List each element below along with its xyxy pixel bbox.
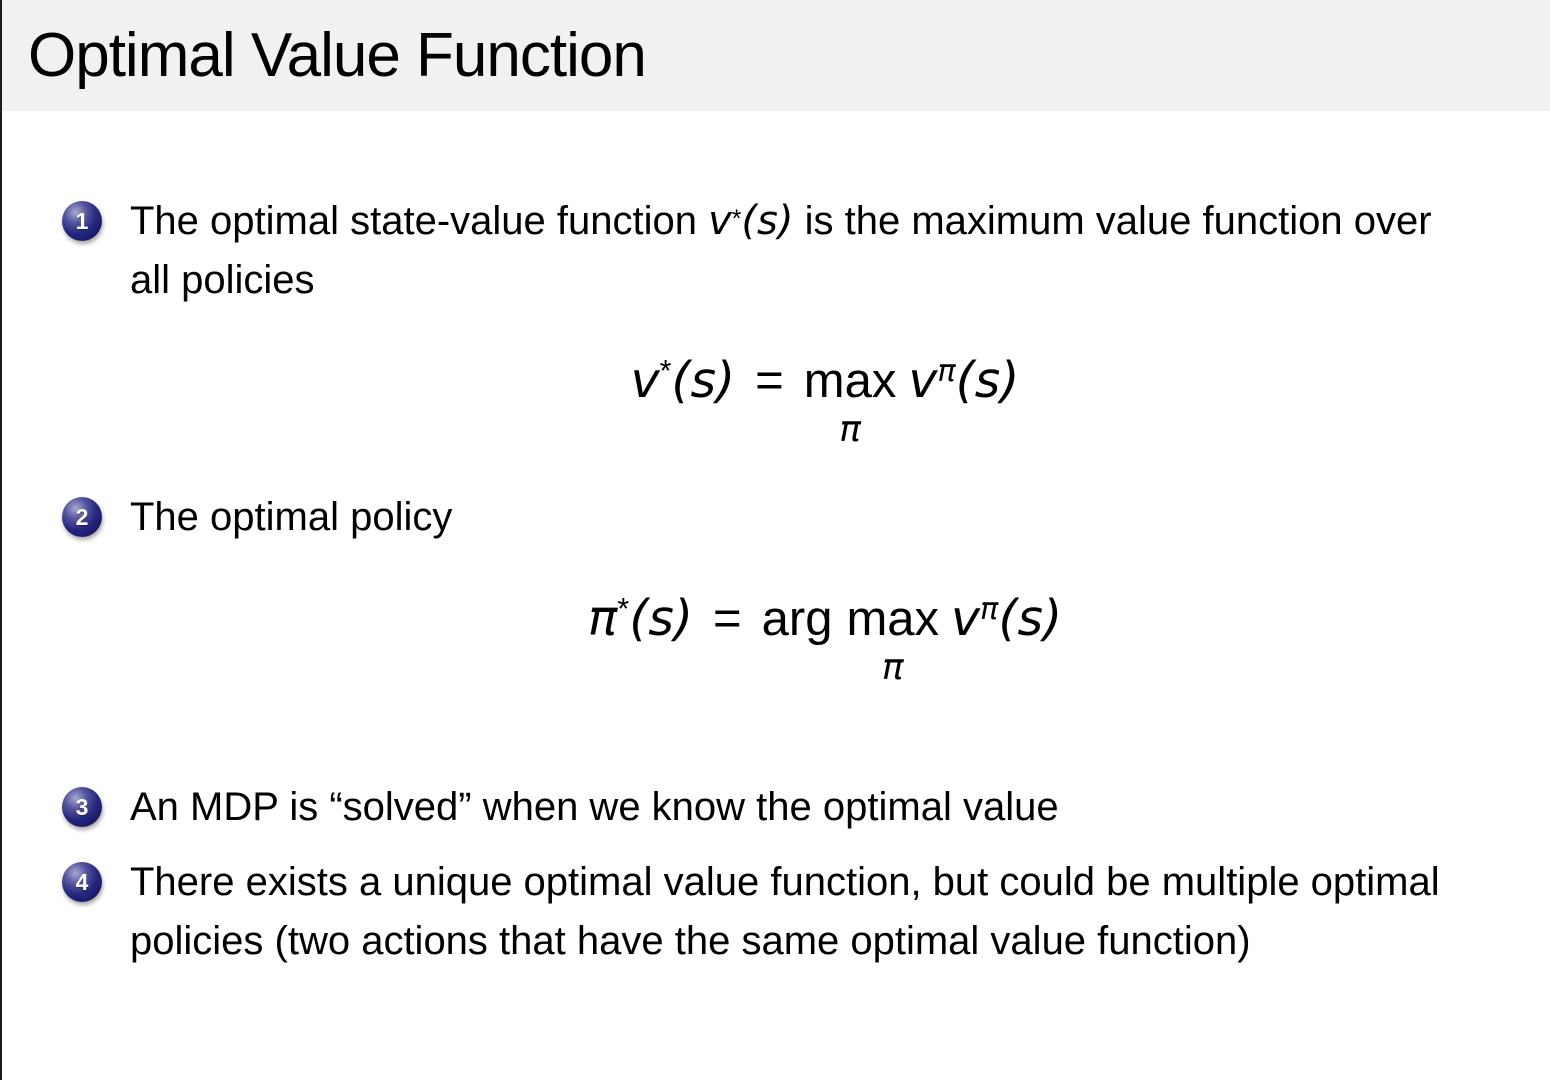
bullet-ball-4-icon: [62, 862, 102, 902]
text-segment: is the maximum value function over all policies: [130, 199, 1432, 302]
formula-optimal-value-function: [130, 352, 1520, 450]
math-var: v: [630, 352, 660, 409]
math-superscript: *: [617, 592, 630, 626]
operator-label: max: [803, 354, 897, 408]
bullet-text-2: The optimal policy: [130, 495, 453, 539]
slide-header: [0, 0, 1550, 111]
bullet-item-1: [62, 192, 1440, 310]
bullet-ball-1-icon: [62, 201, 102, 241]
operator-subscript: π: [881, 647, 904, 688]
operator-label: max: [846, 592, 940, 646]
math-arg: (s): [671, 352, 736, 409]
math-arg: (s): [998, 590, 1063, 647]
math-superscript: *: [731, 206, 742, 233]
math-var: π: [587, 590, 618, 647]
math-arg: (s): [629, 590, 693, 647]
math-var: v: [951, 590, 981, 647]
formula-optimal-policy: [130, 590, 1520, 688]
text-segment: The optimal state-value function: [130, 199, 709, 243]
bullet-number-1: 1: [75, 207, 89, 234]
math-arg: (s): [955, 352, 1020, 409]
bullet-text-4: There exists a unique optimal value function, but could be multiple optimal policies (two actions that have the same optimal value function): [130, 860, 1440, 963]
bullet-number-4: 4: [75, 868, 89, 895]
bullet-item-3: [62, 778, 1059, 837]
equals-sign: =: [713, 592, 742, 646]
math-superscript: π: [937, 354, 956, 389]
bullet-number-3: 3: [75, 793, 89, 820]
bullet-item-2: [62, 488, 452, 547]
bullet-ball-3-icon: [62, 787, 102, 827]
math-var: v: [908, 352, 938, 409]
math-superscript: π: [980, 592, 999, 627]
bullet-number-2: 2: [75, 503, 89, 530]
equals-sign: =: [755, 354, 784, 408]
bullet-text-1: [130, 192, 1440, 310]
bullet-ball-2-icon: [62, 497, 102, 537]
bullet-item-4: [62, 853, 1525, 971]
arg-operator: arg: [761, 592, 833, 646]
operator-subscript: π: [839, 409, 861, 450]
max-operator: [803, 354, 897, 450]
math-var: v: [708, 198, 732, 244]
bullet-text-3: An MDP is “solved” when we know the optimal value: [130, 785, 1059, 829]
left-border-line: [0, 0, 2, 1080]
math-arg: (s): [741, 198, 794, 244]
max-operator: [846, 592, 940, 688]
slide-body: [0, 111, 1550, 1080]
slide-title: Optimal Value Function: [28, 21, 646, 90]
math-superscript: *: [659, 354, 672, 388]
